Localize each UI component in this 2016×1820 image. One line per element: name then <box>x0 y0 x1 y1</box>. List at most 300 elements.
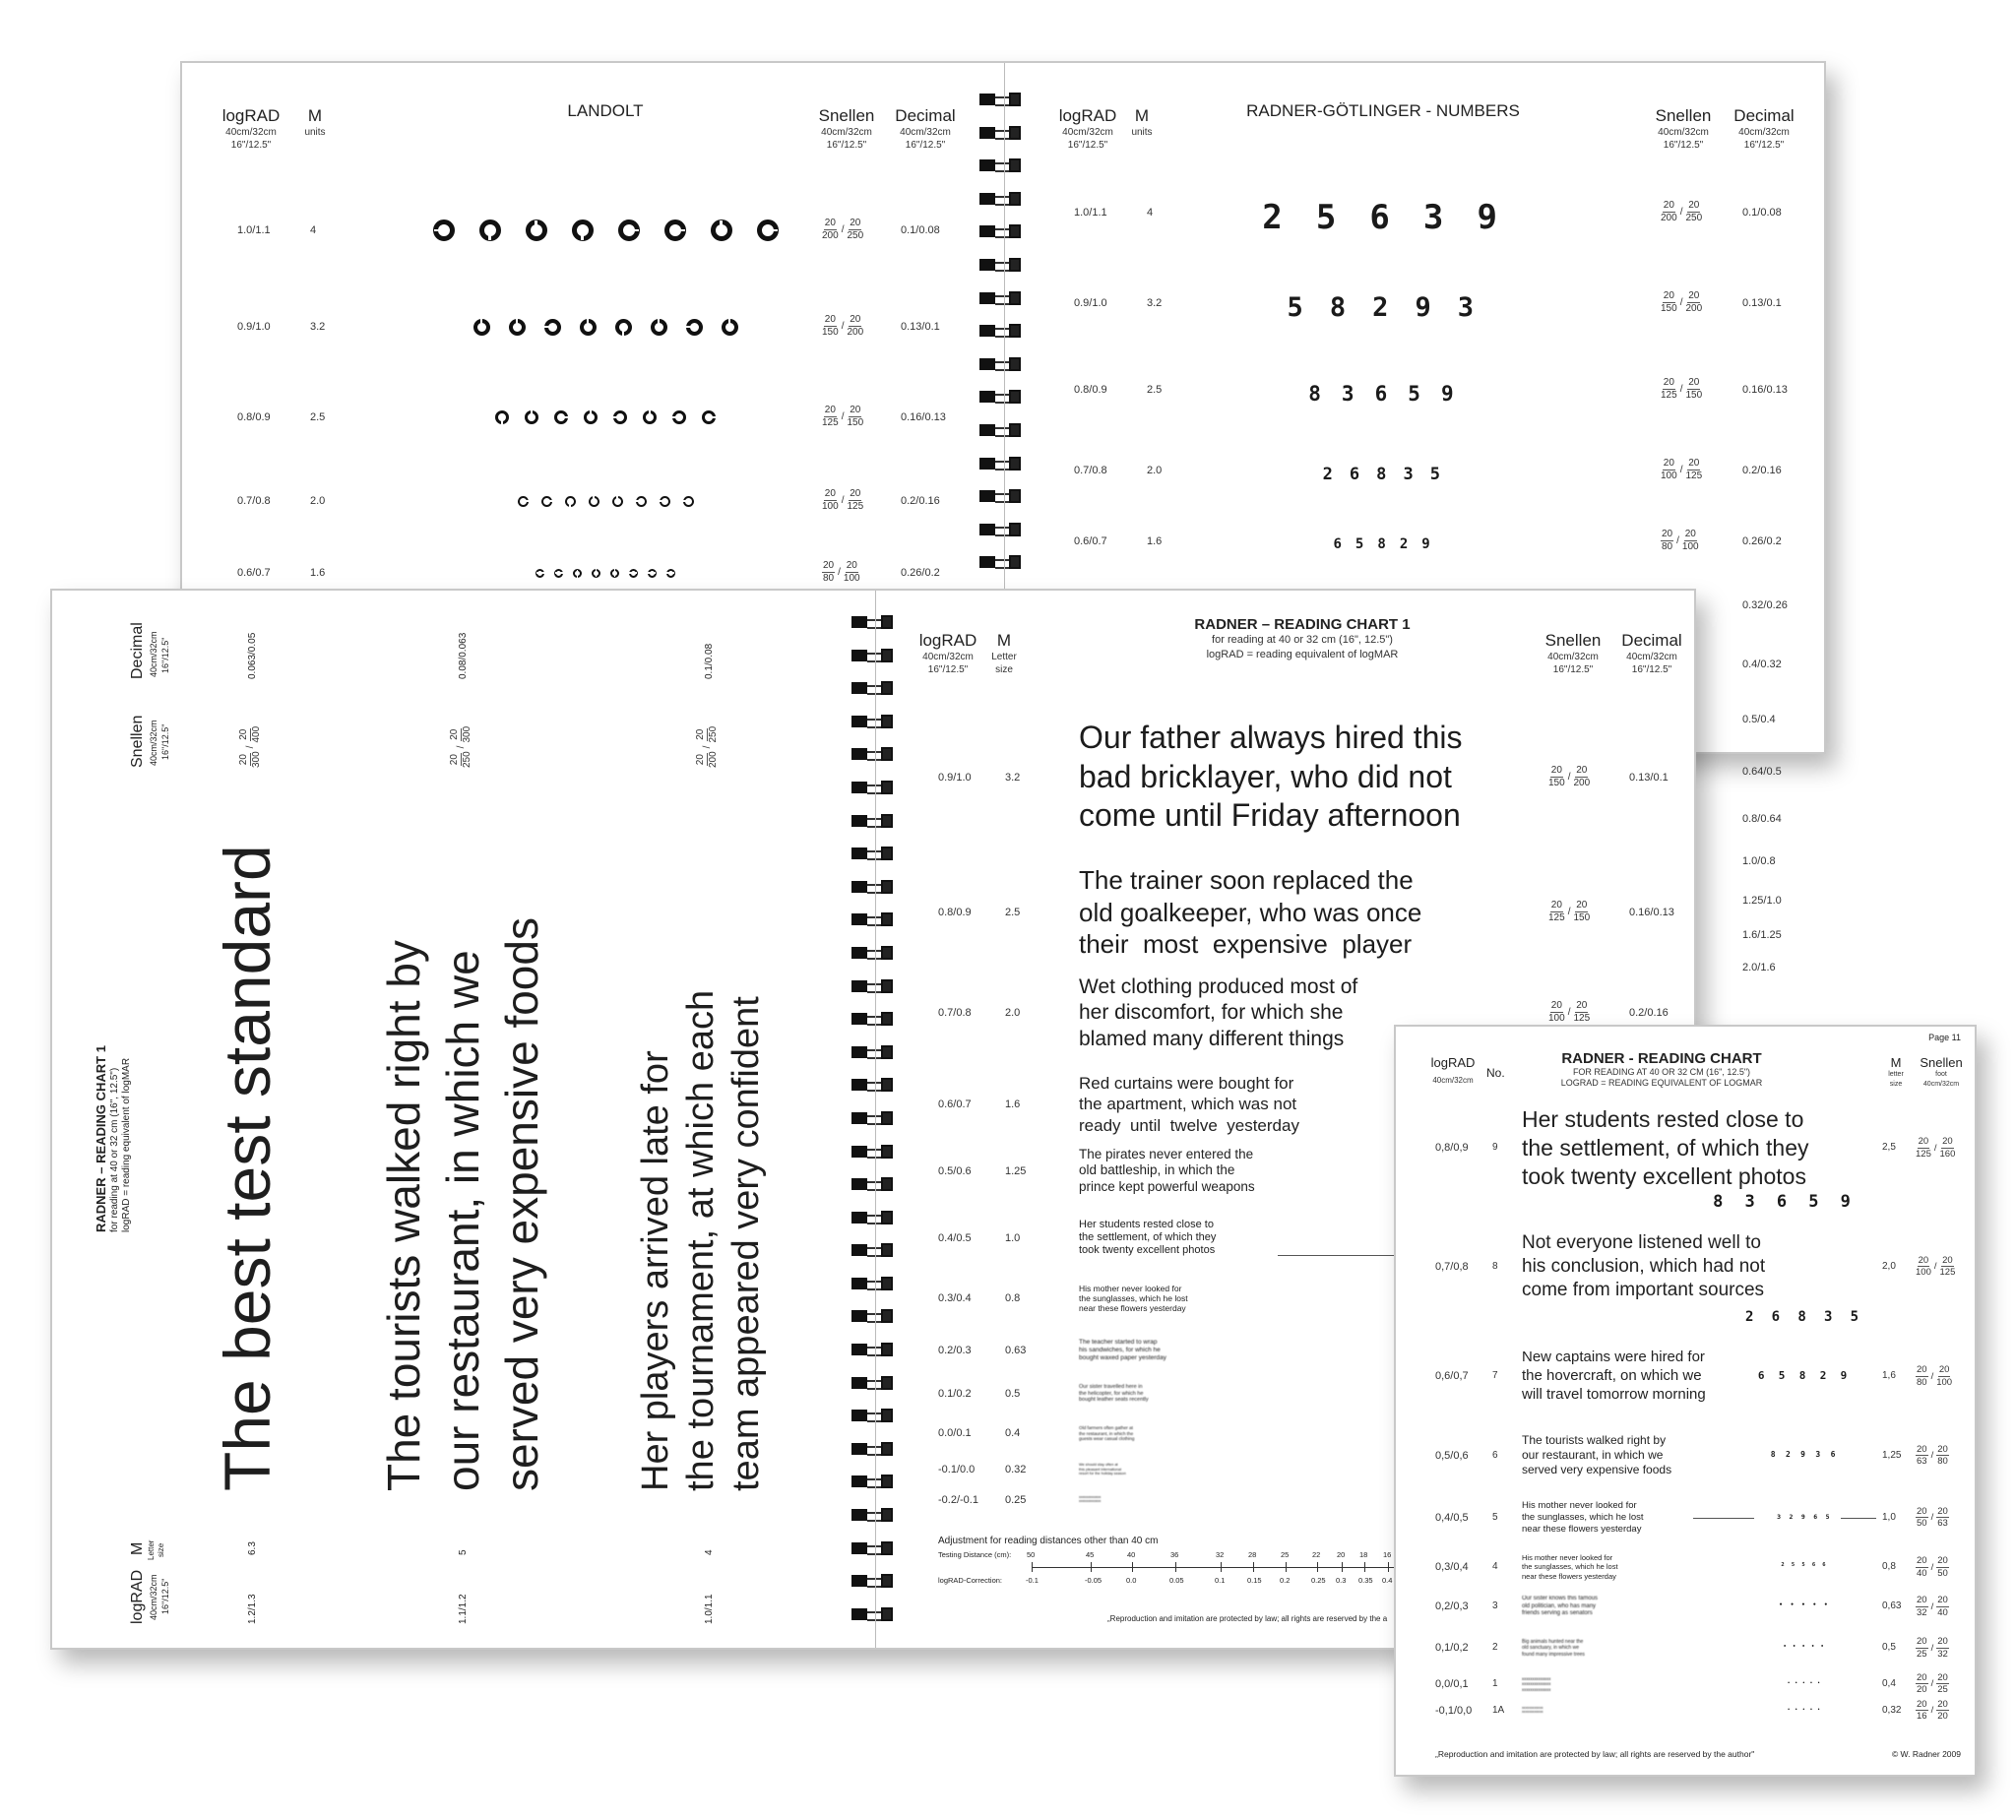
landolt-ring-icon <box>686 319 703 336</box>
denominator: 100 <box>843 573 860 584</box>
coil-part <box>881 615 893 629</box>
lograd-value: 0.4/0.5 <box>938 1231 972 1244</box>
coil-part <box>979 325 995 337</box>
landolt-ring-icon <box>648 569 657 578</box>
numerator: 20 <box>1938 1364 1950 1376</box>
m-value: 2.0 <box>310 495 326 507</box>
reading-sentence <box>1079 974 1357 1052</box>
spiral-coil <box>851 1177 895 1191</box>
fraction-slash: / <box>1933 1142 1937 1154</box>
denominator: 63 <box>1917 1456 1927 1467</box>
front-title: RADNER - READING CHART <box>1561 1050 1762 1067</box>
m-letter: Letter <box>147 1539 156 1560</box>
landolt-ring-icon <box>660 496 670 507</box>
sentence-line: His mother never looked for <box>1522 1500 1637 1511</box>
spiral-coil <box>851 1541 895 1555</box>
coil-part <box>851 1344 867 1355</box>
sentence-line: the restaurant, in which the <box>1079 1430 1134 1436</box>
dist-in: 16"/12.5" <box>1663 140 1704 152</box>
coil-part <box>979 358 995 370</box>
spiral-coil <box>851 1211 895 1224</box>
coil-part <box>881 1211 893 1224</box>
distance-tick: 32 <box>1216 1550 1225 1559</box>
m-value: 1.0 <box>1005 1231 1021 1244</box>
fraction <box>1661 530 1673 552</box>
sentence-line: xxxxxxxxxxxxxx <box>1079 1498 1102 1503</box>
fraction <box>1916 1700 1928 1722</box>
sentence-line: Her students rested close to <box>1079 1219 1214 1230</box>
sentence-line: served very expensive foods <box>1522 1463 1672 1476</box>
sentence-line: His mother never looked for <box>1079 1284 1182 1293</box>
coil-part <box>851 1079 867 1091</box>
numerator: 20 <box>1937 1636 1948 1648</box>
sentence-line: the sunglasses, which he lost <box>1522 1562 1618 1572</box>
coil-part <box>851 748 867 760</box>
dist-cm: 40cm/32cm <box>922 651 974 662</box>
tick-mark <box>1388 1562 1389 1572</box>
denominator: 150 <box>847 417 864 428</box>
coil-part <box>867 1478 881 1488</box>
coil-part <box>881 912 893 926</box>
coil-part <box>979 292 995 304</box>
denominator: 150 <box>1548 777 1565 788</box>
reading-sentence <box>1079 1463 1126 1476</box>
tick-mark <box>1317 1562 1318 1572</box>
lograd-value: 0,7/0,8 <box>1435 1260 1469 1273</box>
coil-part <box>851 1475 867 1487</box>
spiral-coil <box>979 523 1023 536</box>
no-value: 1A <box>1492 1704 1505 1716</box>
numerator: 20 <box>695 728 706 740</box>
m-value: 0.63 <box>1005 1344 1027 1356</box>
fraction-slash: / <box>841 321 845 332</box>
fraction-slash: / <box>456 745 467 749</box>
coil-part <box>881 1078 893 1092</box>
fraction <box>1661 291 1677 314</box>
spiral-coil <box>851 1309 895 1323</box>
landolt-ring-icon <box>636 496 647 507</box>
decimal-label: Decimal <box>1733 106 1795 125</box>
coil-part <box>1009 291 1021 305</box>
numerator: 20 <box>1937 1595 1948 1606</box>
fraction-slash: / <box>1676 535 1679 546</box>
denominator: 125 <box>1685 471 1703 481</box>
landolt-ring-row <box>409 220 802 241</box>
coil-part <box>867 1578 881 1588</box>
coil-part <box>851 1178 867 1190</box>
coil-part <box>867 1115 881 1125</box>
fraction <box>822 561 835 584</box>
sentence-line: bought leather seats recently <box>1079 1397 1149 1404</box>
lograd-value: 0.3/0.4 <box>938 1292 972 1305</box>
landolt-ring-icon <box>702 410 716 424</box>
lograd-value: 0.9/1.0 <box>938 771 972 784</box>
rotated-title: RADNER – READING CHART 1 <box>94 1045 108 1232</box>
spiral-coil <box>851 1409 895 1422</box>
landolt-ring-icon <box>526 220 547 241</box>
spiral-coil <box>979 324 1023 338</box>
spiral-coil <box>851 681 895 695</box>
snellen-fraction <box>1916 1137 1955 1159</box>
denominator: 80 <box>1917 1376 1927 1388</box>
m-value: 2.0 <box>1147 465 1163 476</box>
spiral-coil <box>979 158 1023 172</box>
dist-in: 16"/12.5" <box>230 140 272 152</box>
spiral-coil <box>851 615 895 629</box>
coil-part <box>851 616 867 628</box>
numerator: 20 <box>695 754 706 766</box>
sentence-line: our restaurant, in which we <box>1522 1448 1664 1462</box>
numerator: 20 <box>1942 1136 1953 1148</box>
sentence-line: resort for the holiday season <box>1079 1472 1126 1476</box>
fraction <box>1548 1001 1565 1024</box>
spiral-coil <box>851 1376 895 1390</box>
denominator: 125 <box>1661 390 1677 401</box>
numerator: 20 <box>1917 1595 1927 1606</box>
m-label: M <box>1890 1055 1902 1070</box>
sentence-line: the apartment, which was not <box>1079 1095 1297 1114</box>
fraction <box>847 489 863 512</box>
coil-part <box>881 1541 893 1555</box>
reading-m-header <box>987 632 1021 677</box>
coil-part <box>995 493 1009 503</box>
numerator: 20 <box>1663 200 1674 211</box>
no-value: 5 <box>1492 1511 1498 1523</box>
numerator: 20 <box>1917 1698 1927 1710</box>
decimal-value: 0.1/0.08 <box>704 643 715 679</box>
fraction <box>1936 1637 1949 1659</box>
optotype-digits: 8 2 9 3 6 <box>1770 1449 1839 1459</box>
sentence-line: her discomfort, for which she <box>1079 1001 1344 1025</box>
denominator: 100 <box>1548 1013 1565 1025</box>
front-lograd-header <box>1423 1056 1482 1087</box>
adjustment-scale <box>938 1550 1450 1594</box>
correction-tick: 0.3 <box>1336 1576 1347 1585</box>
spiral-coil <box>979 423 1023 437</box>
m-value: 4 <box>704 1549 715 1555</box>
reading-title-block <box>1115 616 1489 662</box>
m-value: 0.5 <box>1005 1387 1021 1400</box>
spiral-coil <box>851 1145 895 1159</box>
decimal-value: 0.1/0.08 <box>1742 207 1782 219</box>
coil-part <box>867 1281 881 1290</box>
distance-tick: 40 <box>1127 1550 1136 1559</box>
tick-mark <box>1253 1562 1254 1572</box>
denominator: 25 <box>1917 1648 1927 1660</box>
sentence-line: xxxxxxxxxxxx <box>1522 1710 1544 1715</box>
lograd-value: 1.1/1.2 <box>458 1594 469 1624</box>
coil-part <box>881 1409 893 1422</box>
denominator: 200 <box>1685 303 1703 314</box>
page-number: Page 11 <box>1928 1033 1961 1042</box>
m-value: 0,5 <box>1882 1642 1896 1654</box>
snellen-fraction <box>1916 1365 1952 1387</box>
snellen-fraction <box>822 315 863 338</box>
denominator: 80 <box>1937 1456 1948 1467</box>
fraction-slash: / <box>245 745 256 749</box>
coil-part <box>1009 93 1021 106</box>
coil-part <box>867 1313 881 1323</box>
distance-label: Testing Distance (cm): <box>938 1550 1012 1559</box>
m-letter-size: letter size <box>1888 1071 1904 1088</box>
dist-in: 16"/12.5" <box>160 723 170 760</box>
coil-part <box>881 880 893 894</box>
reading-sentence <box>1079 1496 1101 1504</box>
distance-tick: 45 <box>1086 1550 1095 1559</box>
dist-cm: 40cm/32cm <box>149 720 158 766</box>
reading-sentence <box>1079 864 1421 961</box>
coil-part <box>881 979 893 993</box>
denominator: 300 <box>462 725 472 743</box>
reading-sentence <box>1522 1596 1598 1618</box>
coil-part <box>1009 192 1021 206</box>
fraction <box>1661 378 1677 401</box>
coil-part <box>1009 555 1021 569</box>
denominator: 125 <box>1548 911 1565 923</box>
snellen-fraction <box>1916 1673 1949 1695</box>
lograd-value: 0.5/0.6 <box>938 1164 972 1177</box>
coil-part <box>867 784 881 794</box>
fraction-slash: / <box>1930 1600 1934 1612</box>
fraction-slash: / <box>1930 1370 1934 1382</box>
fraction-slash: / <box>841 224 845 235</box>
landolt-ring-icon <box>613 410 627 424</box>
correction-tick: 0.05 <box>1169 1576 1184 1585</box>
dist-in: 16"/12.5" <box>160 1578 170 1614</box>
denominator: 125 <box>1573 1013 1591 1025</box>
sentence-line: old sanctuary, in which we <box>1522 1645 1579 1652</box>
m-value: 0.8 <box>1005 1292 1021 1305</box>
distance-adjustment <box>938 1536 1450 1594</box>
numerator: 20 <box>1576 1000 1588 1012</box>
dist-in: 16"/12.5" <box>160 637 170 673</box>
denominator: 150 <box>822 327 839 338</box>
sentence-line: Our father always hired this <box>1079 720 1463 755</box>
reading-sentence <box>1079 1073 1299 1136</box>
coil-part <box>851 913 867 925</box>
coil-part <box>995 527 1009 536</box>
coil-part <box>851 650 867 661</box>
landolt-ring-icon <box>554 569 563 578</box>
sentence-line: took twenty excellent photos <box>1079 1244 1216 1257</box>
numerator: 20 <box>850 488 861 499</box>
sentence-line: The trainer soon replaced the <box>1079 865 1414 895</box>
sentence-line: the tournament, at which each <box>680 989 722 1491</box>
landolt-ring-row <box>409 496 802 507</box>
coil-part <box>851 1278 867 1289</box>
coil-part <box>867 1412 881 1422</box>
landolt-ring-icon <box>554 410 568 424</box>
landolt-title: LANDOLT <box>567 101 644 120</box>
lograd-value: 0,8/0,9 <box>1435 1142 1469 1155</box>
coil-part <box>851 1310 867 1322</box>
spiral-coil <box>851 1508 895 1522</box>
spiral-coil <box>851 912 895 926</box>
guide-line <box>1693 1518 1754 1519</box>
sentence-line: guests wear casual clothing <box>1079 1436 1135 1441</box>
snellen-fraction <box>239 726 262 768</box>
dist-cm: 40cm/32cm <box>1432 1076 1474 1086</box>
snellen-fraction <box>696 726 719 768</box>
m-value: 3.2 <box>1005 771 1021 784</box>
coil-part <box>851 1509 867 1521</box>
numerator: 20 <box>449 728 460 740</box>
numerator: 20 <box>824 314 836 325</box>
decimal-value: 0.13/0.1 <box>1629 771 1669 784</box>
coil-part <box>881 1442 893 1456</box>
coil-part <box>867 1347 881 1356</box>
coil-part <box>1009 158 1021 172</box>
sentence-line: near these flowers yesterday <box>1522 1523 1642 1535</box>
reading-sentence <box>1522 1349 1706 1404</box>
sentence-line: The tourists walked right by <box>1522 1433 1667 1447</box>
lograd-value: 0.8/0.9 <box>938 906 972 918</box>
decimal-label: Decimal <box>1621 631 1682 650</box>
numbers-snellen-header <box>1649 107 1718 153</box>
coil-part <box>851 1046 867 1058</box>
numerator: 20 <box>850 218 861 228</box>
sentence-line: Wet clothing produced most of <box>1079 975 1358 998</box>
numerator: 20 <box>1937 1671 1948 1683</box>
coil-part <box>867 685 881 695</box>
optotype-digits: 2 6 8 3 5 <box>1322 464 1444 484</box>
decimal-value: 0.13/0.1 <box>1742 297 1782 309</box>
reading-decimal-header <box>1617 632 1686 677</box>
spiral-coil <box>979 390 1023 404</box>
numerator: 20 <box>1937 1555 1948 1567</box>
numerator: 20 <box>1576 764 1588 776</box>
spiral-coil <box>851 715 895 728</box>
fraction <box>1685 291 1702 314</box>
lograd-label: logRAD <box>1430 1055 1476 1070</box>
denominator: 250 <box>847 230 864 241</box>
landolt-ring-icon <box>664 220 686 241</box>
spiral-coil <box>851 1111 895 1125</box>
fraction <box>1682 530 1699 552</box>
numerator: 20 <box>1917 1671 1927 1683</box>
landolt-ring-icon <box>541 496 552 507</box>
coil-part <box>851 1575 867 1587</box>
coil-part <box>1009 126 1021 140</box>
numerator: 20 <box>1663 458 1674 469</box>
fraction <box>1936 1673 1949 1695</box>
no-value: 6 <box>1492 1449 1498 1461</box>
coil-part <box>851 1443 867 1455</box>
coil-part <box>881 649 893 662</box>
coil-part <box>995 196 1009 206</box>
tick-mark <box>1342 1562 1343 1572</box>
landolt-decimal-header <box>891 107 960 153</box>
fraction <box>1661 459 1677 481</box>
coil-part <box>851 947 867 959</box>
spiral-coil <box>979 258 1023 272</box>
fraction-slash: / <box>1679 297 1683 308</box>
numerator: 20 <box>1688 377 1700 388</box>
denominator: 150 <box>1661 303 1677 314</box>
landolt-ring-icon <box>473 319 490 336</box>
fraction <box>696 726 719 743</box>
fraction <box>1685 378 1702 401</box>
coil-part <box>881 1475 893 1488</box>
spiral-binding <box>979 93 1025 622</box>
numbers-title: RADNER-GÖTLINGER - NUMBERS <box>1246 101 1520 120</box>
sentence-line: served very expensive foods <box>496 917 547 1491</box>
coil-part <box>881 1243 893 1257</box>
correction-tick: 0.25 <box>1311 1576 1326 1585</box>
fraction <box>1916 1365 1928 1387</box>
denominator: 32 <box>1917 1606 1927 1618</box>
numerator: 20 <box>238 728 249 740</box>
coil-part <box>867 653 881 662</box>
decimal-value: 1.0/0.8 <box>1742 855 1776 867</box>
distance-tick: 18 <box>1359 1550 1368 1559</box>
coil-part <box>979 193 995 205</box>
snellen-fraction <box>1916 1596 1949 1617</box>
dist-in: 16"/12.5" <box>1552 664 1594 676</box>
fraction <box>1916 1137 1931 1159</box>
snellen-fraction <box>822 219 863 241</box>
numerator: 20 <box>850 314 861 325</box>
distance-tick: 25 <box>1281 1550 1290 1559</box>
landolt-ring-icon <box>584 410 598 424</box>
spiral-coil <box>979 192 1023 206</box>
coil-part <box>867 1082 881 1092</box>
sentence-line: our restaurant, in which we <box>437 950 488 1491</box>
rotated-subtitle-1: for reading at 40 or 32 cm (16", 12.5") <box>109 1067 120 1232</box>
sentence-line: The teacher started to wrap <box>1079 1339 1158 1346</box>
coil-part <box>881 781 893 794</box>
m-value: 4 <box>1147 207 1154 219</box>
fraction-slash: / <box>1567 906 1571 917</box>
numerator: 20 <box>1917 1505 1927 1517</box>
coil-part <box>995 427 1009 437</box>
m-value: 2.5 <box>1147 384 1163 396</box>
coil-part <box>995 130 1009 140</box>
numerator: 20 <box>1662 529 1673 539</box>
dist-in: 16"/12.5" <box>826 140 867 152</box>
numerator: 20 <box>1917 1443 1927 1455</box>
decimal-value: 1.25/1.0 <box>1742 895 1782 907</box>
numerator: 20 <box>238 754 249 766</box>
sentence-line: xxxxxxxxxxxx <box>1522 1706 1544 1710</box>
coil-part <box>851 980 867 992</box>
fraction <box>1573 901 1590 923</box>
landolt-ring-row <box>409 319 802 336</box>
coil-part <box>995 162 1009 172</box>
snellen-fraction <box>1916 1637 1949 1659</box>
lograd-label: logRAD <box>221 106 281 125</box>
snellen-fraction <box>1661 530 1699 552</box>
spiral-coil <box>851 1442 895 1456</box>
m-letter: Letter <box>991 651 1017 662</box>
reading-sentence <box>1522 1706 1544 1715</box>
sentence-line: The best test standard <box>211 845 284 1491</box>
coil-part <box>867 1049 881 1059</box>
reading-sentence <box>1079 1284 1188 1314</box>
coil-part <box>979 94 995 105</box>
sentence-line: bought waxed paper yesterday <box>1079 1353 1166 1361</box>
distance-tick: 22 <box>1312 1550 1321 1559</box>
distance-tick: 28 <box>1248 1550 1257 1559</box>
reading-sentence <box>1522 1231 1765 1301</box>
dist-cm: 40cm/32cm <box>225 126 277 138</box>
snellen-fraction <box>1916 1507 1949 1529</box>
lograd-value: 0,6/0,7 <box>1435 1370 1469 1383</box>
coil-part <box>979 225 995 237</box>
coil-part <box>1009 258 1021 272</box>
fraction-slash: / <box>838 567 841 578</box>
fraction <box>847 219 863 241</box>
